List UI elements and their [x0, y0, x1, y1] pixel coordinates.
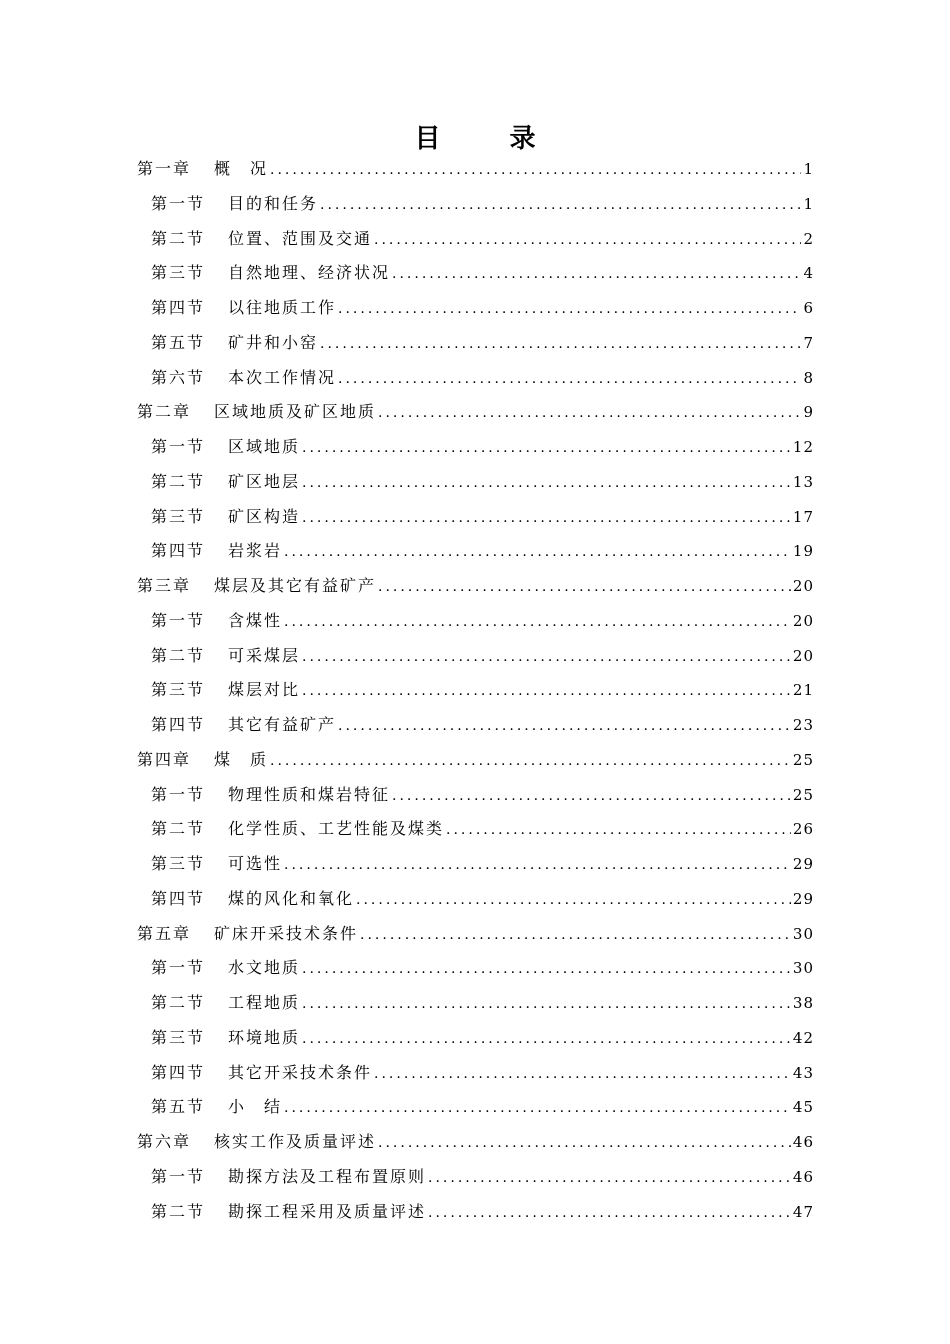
toc-dot-leader: [428, 1196, 791, 1231]
toc-section-entry[interactable]: [137, 1195, 814, 1230]
toc-dot-leader: [270, 153, 801, 188]
toc-entry-number: 第五章: [137, 923, 192, 943]
toc-page-number: 9: [803, 403, 814, 422]
toc-entry-label: [151, 639, 300, 674]
toc-section-entry[interactable]: [137, 847, 814, 882]
toc-entry-title: 小 结: [228, 1097, 283, 1117]
toc-entry-number: 第四节: [151, 541, 206, 561]
toc-section-entry[interactable]: [137, 291, 814, 326]
toc-dot-leader: [378, 570, 791, 605]
toc-entry-label: [151, 1195, 426, 1230]
toc-dot-leader: [428, 1161, 791, 1196]
toc-entry-title: 概 况: [214, 159, 269, 178]
toc-entry-label: [151, 882, 354, 917]
toc-section-entry[interactable]: [137, 1056, 814, 1091]
toc-entry-title: 工程地质: [228, 993, 301, 1012]
toc-page-number: 20: [792, 611, 814, 630]
toc-section-entry[interactable]: [137, 430, 814, 465]
toc-entry-label: [137, 569, 376, 604]
toc-page-number: 23: [792, 716, 814, 734]
toc-entry-title: 岩浆岩: [228, 541, 283, 561]
toc-entry-title: 其它有益矿产: [228, 715, 337, 734]
toc-dot-leader: [270, 744, 791, 779]
toc-dot-leader: [374, 1057, 791, 1092]
toc-chapter-entry[interactable]: [137, 395, 814, 430]
toc-page-number: 29: [792, 889, 814, 908]
toc-entry-label: [151, 604, 282, 639]
toc-section-entry[interactable]: [137, 1021, 814, 1056]
toc-section-entry[interactable]: [137, 951, 814, 986]
toc-entry-title: 本次工作情况: [228, 367, 337, 387]
toc-entry-title: 自然地理、经济状况: [228, 263, 391, 283]
toc-entry-label: [151, 326, 318, 361]
toc-entry-label: [151, 465, 300, 500]
toc-page-number: 43: [792, 1063, 814, 1082]
toc-entry-label: [151, 986, 300, 1021]
toc-section-entry[interactable]: [137, 187, 814, 222]
toc-entry-label: [151, 708, 336, 743]
toc-dot-leader: [302, 466, 791, 501]
toc-entry-title: 化学性质、工艺性能及煤类: [228, 819, 445, 839]
toc-entry-number: 第二节: [151, 645, 206, 665]
toc-dot-leader: [446, 813, 791, 848]
toc-section-entry[interactable]: [137, 500, 814, 535]
toc-page-number: 20: [792, 646, 814, 665]
toc-entry-number: 第二节: [151, 819, 206, 839]
toc-dot-leader: [302, 501, 791, 536]
toc-section-entry[interactable]: [137, 256, 814, 291]
toc-page-number: 38: [792, 994, 814, 1012]
toc-page-number: 7: [803, 333, 814, 352]
toc-page-number: 21: [792, 681, 814, 700]
toc-dot-leader: [392, 779, 791, 814]
toc-entry-title: 煤 质: [214, 749, 269, 769]
toc-entry-label: [151, 187, 318, 222]
toc-page-number: 25: [792, 750, 814, 769]
toc-entry-title: 煤层及其它有益矿产: [214, 576, 377, 595]
toc-dot-leader: [320, 188, 801, 223]
toc-dot-leader: [302, 640, 791, 675]
table-of-contents: [137, 152, 814, 1229]
toc-dot-leader: [284, 605, 791, 640]
toc-entry-number: 第三节: [151, 854, 206, 873]
toc-entry-number: 第三章: [137, 576, 192, 595]
toc-dot-leader: [302, 1022, 791, 1057]
toc-page-number: 26: [792, 820, 814, 839]
toc-dot-leader: [360, 918, 791, 953]
toc-entry-label: [137, 1125, 376, 1160]
toc-section-entry[interactable]: [137, 986, 814, 1021]
toc-entry-title: 水文地质: [228, 958, 301, 978]
toc-page-number: 20: [792, 577, 814, 595]
toc-entry-label: [151, 222, 372, 257]
toc-entry-title: 矿区构造: [228, 506, 301, 526]
toc-page-number: 29: [792, 855, 814, 873]
toc-page-number: 47: [792, 1202, 814, 1221]
toc-dot-leader: [302, 431, 791, 466]
toc-entry-number: 第三节: [151, 263, 206, 283]
toc-entry-title: 矿床开采技术条件: [214, 923, 359, 943]
toc-section-entry[interactable]: [137, 639, 814, 674]
toc-dot-leader: [284, 1091, 791, 1126]
toc-entry-label: [151, 812, 444, 847]
toc-entry-title: 可选性: [228, 854, 283, 873]
toc-entry-number: 第一节: [151, 784, 206, 804]
toc-section-entry[interactable]: [137, 465, 814, 500]
toc-chapter-entry[interactable]: [137, 152, 814, 187]
toc-entry-title: 含煤性: [228, 610, 283, 630]
toc-chapter-entry[interactable]: [137, 569, 814, 604]
toc-section-entry[interactable]: [137, 1090, 814, 1125]
toc-page-number: 25: [792, 785, 814, 804]
toc-entry-title: 勘探方法及工程布置原则: [228, 1166, 427, 1186]
toc-entry-title: 目的和任务: [228, 193, 319, 213]
toc-entry-label: [151, 534, 282, 569]
toc-entry-number: 第二节: [151, 228, 206, 248]
toc-dot-leader: [338, 362, 801, 397]
toc-section-entry[interactable]: [137, 812, 814, 847]
toc-entry-number: 第一节: [151, 437, 206, 456]
toc-dot-leader: [338, 709, 791, 744]
toc-entry-title: 煤的风化和氧化: [228, 888, 355, 908]
toc-page-number: 19: [792, 542, 814, 561]
toc-dot-leader: [284, 535, 791, 570]
toc-page-number: 8: [803, 368, 814, 387]
toc-section-entry[interactable]: [137, 222, 814, 257]
toc-section-entry[interactable]: [137, 882, 814, 917]
toc-entry-label: [151, 1056, 372, 1091]
toc-entry-number: 第五节: [151, 1097, 206, 1117]
toc-entry-title: 核实工作及质量评述: [214, 1132, 377, 1151]
toc-section-entry[interactable]: [137, 1160, 814, 1195]
toc-dot-leader: [320, 327, 801, 362]
toc-entry-title: 其它开采技术条件: [228, 1062, 373, 1082]
toc-page-number: 46: [792, 1167, 814, 1186]
toc-entry-label: [151, 291, 336, 326]
toc-entry-number: 第四节: [151, 888, 206, 908]
toc-dot-leader: [374, 223, 801, 258]
toc-section-entry[interactable]: [137, 708, 814, 743]
toc-page-number: 1: [803, 160, 814, 178]
toc-page-number: 42: [792, 1028, 814, 1047]
toc-entry-title: 矿井和小窑: [228, 332, 319, 352]
toc-entry-title: 位置、范围及交通: [228, 228, 373, 248]
toc-entry-number: 第四节: [151, 298, 206, 317]
page-title: 目 录: [414, 124, 566, 154]
toc-page-number: 30: [792, 924, 814, 943]
toc-dot-leader: [302, 674, 791, 709]
toc-entry-title: 区域地质及矿区地质: [214, 402, 377, 422]
toc-entry-label: [137, 917, 358, 952]
toc-entry-title: 以往地质工作: [228, 298, 337, 317]
toc-chapter-entry[interactable]: [137, 917, 814, 952]
toc-entry-title: 物理性质和煤岩特征: [228, 784, 391, 804]
toc-entry-number: 第一节: [151, 193, 206, 213]
toc-section-entry[interactable]: [137, 534, 814, 569]
toc-entry-label: [137, 152, 268, 187]
toc-entry-number: 第一章: [137, 159, 192, 178]
toc-dot-leader: [378, 1126, 791, 1161]
toc-entry-number: 第二节: [151, 1201, 206, 1221]
toc-section-entry[interactable]: [137, 361, 814, 396]
toc-entry-title: 煤层对比: [228, 680, 301, 700]
toc-section-entry[interactable]: [137, 673, 814, 708]
toc-page-number: 2: [803, 229, 814, 248]
toc-entry-number: 第四节: [151, 715, 206, 734]
toc-entry-number: 第五节: [151, 332, 206, 352]
toc-entry-number: 第三节: [151, 680, 206, 700]
toc-entry-label: [151, 778, 390, 813]
toc-page-number: 30: [792, 959, 814, 978]
toc-chapter-entry[interactable]: [137, 743, 814, 778]
toc-entry-number: 第一节: [151, 1166, 206, 1186]
toc-entry-label: [151, 1090, 282, 1125]
toc-entry-number: 第二节: [151, 471, 206, 491]
toc-page-number: 6: [803, 299, 814, 317]
toc-entry-label: [151, 951, 300, 986]
toc-dot-leader: [338, 292, 801, 327]
toc-entry-label: [151, 1021, 300, 1056]
toc-entry-number: 第一节: [151, 958, 206, 978]
toc-dot-leader: [302, 952, 791, 987]
toc-entry-title: 勘探工程采用及质量评述: [228, 1201, 427, 1221]
toc-dot-leader: [378, 396, 801, 431]
toc-entry-label: [151, 430, 300, 465]
toc-section-entry[interactable]: [137, 326, 814, 361]
toc-entry-label: [137, 395, 376, 430]
toc-entry-label: [151, 1160, 426, 1195]
toc-entry-number: 第四节: [151, 1062, 206, 1082]
toc-entry-title: 环境地质: [228, 1027, 301, 1047]
toc-page-number: 45: [792, 1098, 814, 1117]
toc-section-entry[interactable]: [137, 604, 814, 639]
toc-page-number: 1: [803, 194, 814, 213]
toc-entry-title: 矿区地层: [228, 471, 301, 491]
toc-entry-label: [151, 500, 300, 535]
toc-entry-number: 第二节: [151, 993, 206, 1012]
toc-page-number: 46: [792, 1133, 814, 1151]
toc-entry-label: [137, 743, 268, 778]
toc-entry-number: 第四章: [137, 749, 192, 769]
toc-entry-number: 第三节: [151, 1027, 206, 1047]
toc-entry-number: 第六节: [151, 367, 206, 387]
toc-page-number: 13: [792, 472, 814, 491]
toc-entry-number: 第三节: [151, 506, 206, 526]
toc-page-number: 12: [792, 438, 814, 456]
toc-dot-leader: [392, 257, 801, 292]
toc-entry-label: [151, 673, 300, 708]
toc-page-number: 4: [803, 264, 814, 283]
toc-entry-number: 第六章: [137, 1132, 192, 1151]
toc-entry-label: [151, 847, 282, 882]
toc-dot-leader: [356, 883, 791, 918]
toc-entry-number: 第二章: [137, 402, 192, 422]
toc-entry-label: [151, 361, 336, 396]
toc-entry-title: 可采煤层: [228, 645, 301, 665]
toc-dot-leader: [302, 987, 791, 1022]
toc-entry-number: 第一节: [151, 610, 206, 630]
toc-dot-leader: [284, 848, 791, 883]
toc-chapter-entry[interactable]: [137, 1125, 814, 1160]
toc-entry-title: 区域地质: [228, 437, 301, 456]
toc-page-number: 17: [792, 507, 814, 526]
toc-entry-label: [151, 256, 390, 291]
toc-section-entry[interactable]: [137, 778, 814, 813]
